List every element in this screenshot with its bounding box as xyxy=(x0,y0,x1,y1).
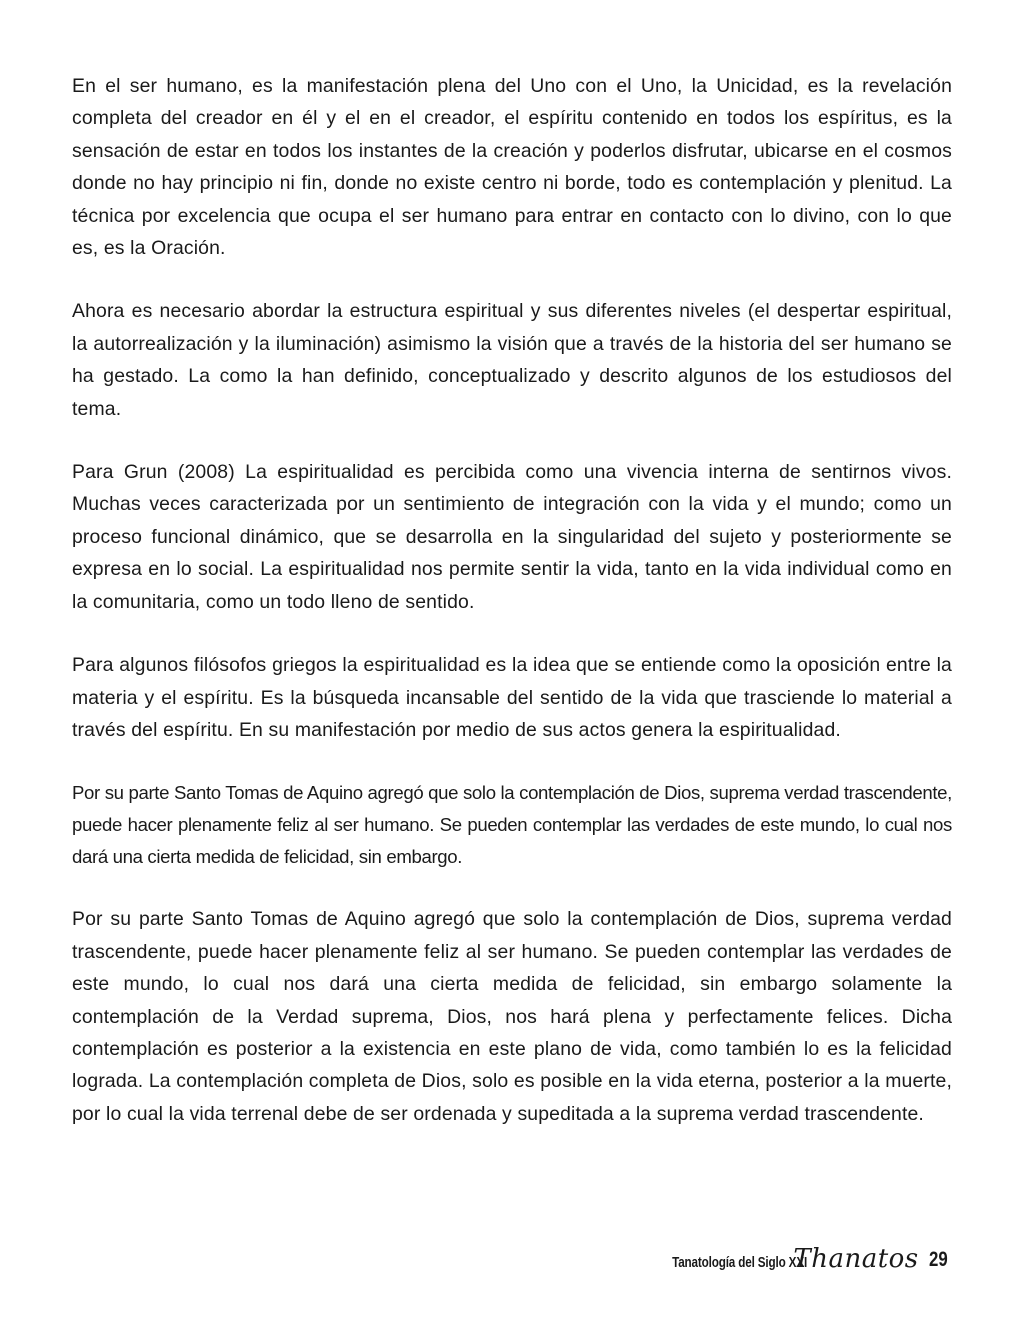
paragraph-6: Por su parte Santo Tomas de Aquino agregó que solo la contemplación de Dios, suprema verdad trascendente, puede hacer plenamente feliz al ser humano. Se pueden contemplar las verdades de este mundo, lo cual nos dará una cierta medida de felicidad, sin embargo solamente la contemplación de la Verdad suprema, Dios, nos hará plena y perfectamente felices. Dicha contemplación es posterior a la existencia en este plano de vida, como también lo es la felicidad lograda. La contemplación completa de Dios, solo es posible en la vida eterna, posterior a la muerte, por lo cual la vida terrenal debe de ser ordenada y supeditada a la suprema verdad trascendente. xyxy=(72,908,952,1125)
page-number: 29 xyxy=(928,1248,948,1271)
paragraph-4: Para algunos filósofos griegos la espiritualidad es la idea que se entiende como la oposición entre la materia y el espíritu. Es la búsqueda incansable del sentido de la vida que trasciende lo material a través del espíritu. En su manifestación por medio de sus actos genera la espiritualidad. xyxy=(72,654,952,741)
paragraph-5: Por su parte Santo Tomas de Aquino agregó que solo la contemplación de Dios, suprema verdad trascendente, puede hacer plenamente feliz al ser humano. Se pueden contemplar las verdades de este mundo, lo cual nos dará una cierta medida de felicidad, sin embargo. xyxy=(72,782,952,868)
footer-logo: Thanatos xyxy=(793,1244,919,1274)
paragraph-3: Para Grun (2008) La espiritualidad es percibida como una vivencia interna de sentirnos vivos. Muchas veces caracterizada por un sentimiento de integración con la vida y el mundo; como un proceso funcional dinámico, que se desarrolla en la singularidad del sujeto y posteriormente se expresa en lo social. La espiritualidad nos permite sentir la vida, tanto en la vida individual como en la comunitaria, como un todo lleno de sentido. xyxy=(72,461,952,613)
document-body xyxy=(72,70,952,1161)
page-footer xyxy=(634,1240,952,1274)
paragraph-2: Ahora es necesario abordar la estructura espiritual y sus diferentes niveles (el despertar espiritual, la autorrealización y la iluminación) asimismo la visión que a través de la historia del ser humano se ha gestado. La como la han definido, conceptualizado y descrito algunos de los estudiosos del tema. xyxy=(72,300,952,420)
footer-series-title: Tanatología del Siglo XXI xyxy=(672,1254,808,1271)
paragraph-1: En el ser humano, es la manifestación plena del Uno con el Uno, la Unicidad, es la revelación completa del creador en él y el en el creador, el espíritu contenido en todos los espíritus, es la sensación de estar en todos los instantes de la creación y poderlos disfrutar, ubicarse en el cosmos donde no hay principio ni fin, donde no existe centro ni borde, todo es contemplación y plenitud. La técnica por excelencia que ocupa el ser humano para entrar en contacto con lo divino, con lo que es, es la Oración. xyxy=(72,75,952,260)
